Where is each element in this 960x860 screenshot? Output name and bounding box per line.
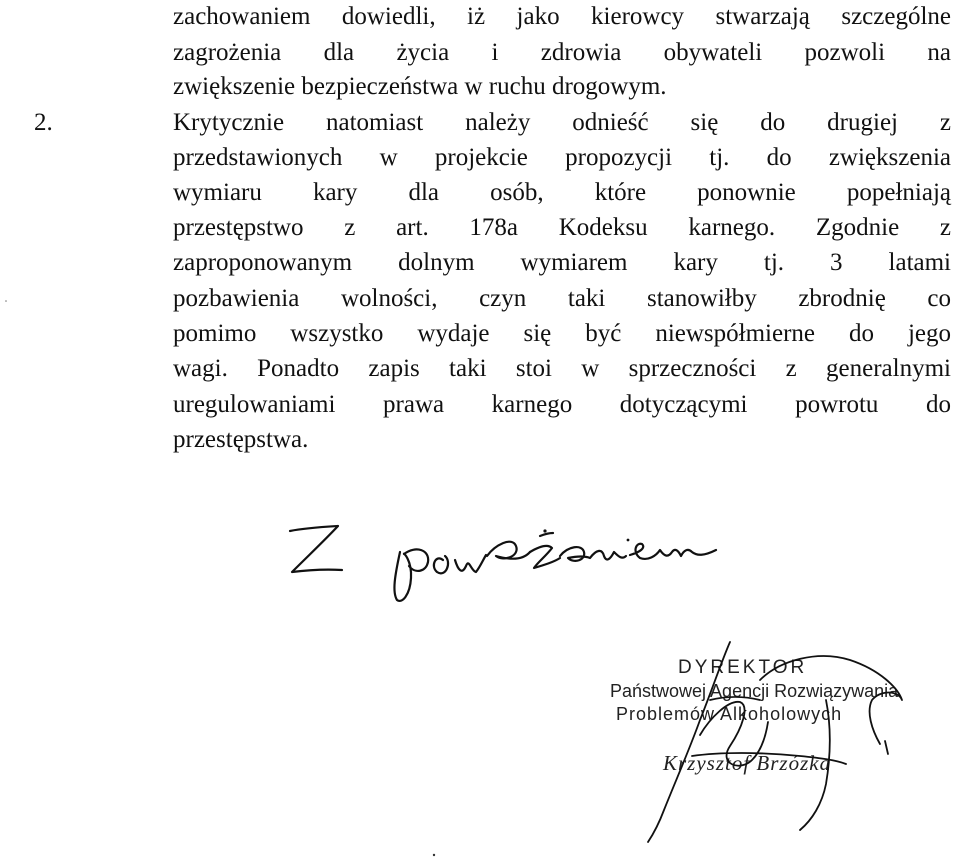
text-line: wagi. Ponadto zapis taki stoi w sprzeczności z generalnymi	[173, 355, 951, 382]
text-line: przestępstwa.	[173, 426, 309, 453]
stamp-title: DYREKTOR	[678, 657, 808, 678]
text-line: zwiększenie bezpieczeństwa w ruchu drogowym.	[173, 73, 667, 100]
text-line: pomimo wszystko wydaje się być niewspółmierne do jego	[173, 320, 951, 347]
item-number: 2.	[34, 109, 53, 136]
text-line: Krytycznie natomiast należy odnieść się do drugiej z	[173, 109, 951, 136]
text-line: zagrożenia dla życia i zdrowia obywateli pozwoli na	[173, 39, 951, 66]
text-line: przedstawionych w projekcie propozycji tj. do zwiększenia	[173, 144, 951, 171]
text-line: zaproponowanym dolnym wymiarem kary tj. 3 latami	[173, 249, 951, 276]
text-line: przestępstwo z art. 178a Kodeksu karnego. Zgodnie z	[173, 214, 951, 241]
text-line: pozbawienia wolności, czyn taki stanowiłby zbrodnię co	[173, 285, 951, 312]
stamp-name: Krzysztof Brzózka	[663, 751, 832, 775]
text-line: uregulowaniami prawa karnego dotyczącymi powrotu do	[173, 391, 951, 418]
text-line: wymiaru kary dla osób, które ponownie popełniają	[173, 179, 951, 206]
text-line: zachowaniem dowiedli, iż jako kierowcy stwarzają szczególne	[173, 3, 951, 30]
stamp-institution-line1: Państwowej Agencji Rozwiązywania	[610, 681, 899, 701]
stamp-institution-line2: Problemów Alkoholowych	[616, 704, 843, 724]
